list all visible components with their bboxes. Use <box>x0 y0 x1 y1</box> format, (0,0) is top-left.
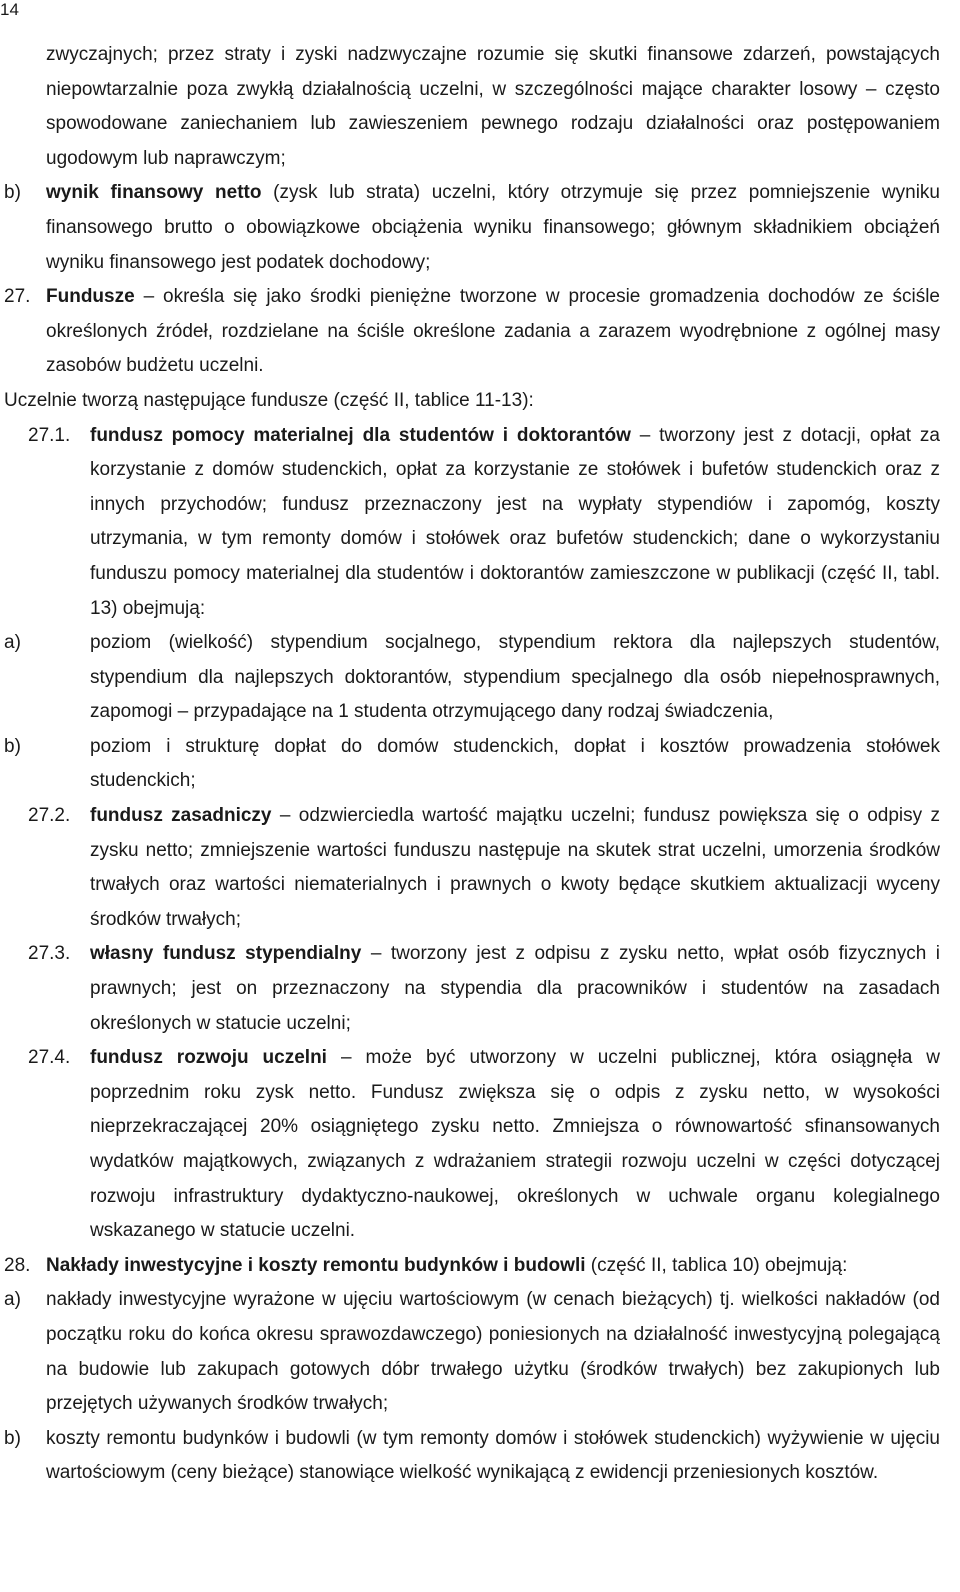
item-27-3-body <box>4 937 940 1041</box>
page-number: 14 <box>0 0 19 19</box>
item-27-1-text: – tworzony jest z dotacji, opłat za korzystanie z domów studenckich, opłat za korzystanie ze stołówek i bufetów studenckich oraz z innych przychodów; fundusz przeznaczony jest na wypłaty stypendiów i zapomóg, koszty utrzymania, w tym remonty domów i stołówek oraz bufetów studenckich; dane o wykorzystaniu funduszu pomocy materialnej dla studentów i doktorantów zamieszczone w publikacji (część II, tabl. 13) obejmują: <box>90 424 940 619</box>
item-27-1-a-text: poziom (wielkość) stypendium socjalnego, stypendium rektora dla najlepszych studentów, stypendium dla najlepszych doktorantów, stypendium specjalnego dla osób niepełnosprawnych, zapomogi – przypadające na 1 studenta otrzymującego dany rodzaj świadczenia, <box>90 632 940 723</box>
item-27-1-b-label: b) <box>4 735 21 757</box>
item-27-1-b <box>4 730 940 799</box>
item-27-4-term: fundusz rozwoju uczelni <box>90 1047 327 1069</box>
item-27-label: 27. <box>4 286 31 308</box>
item-28-text: (część II, tablica 10) obejmują: <box>585 1254 848 1276</box>
document-body <box>4 38 940 1491</box>
item-28-a <box>4 1283 940 1421</box>
item-27-4-text: – może być utworzony w uczelni publicznej, która osiągnęła w poprzednim roku zysk netto. Fundusz zwiększa się o odpis z zysku netto, w wysokości nieprzekraczającej 20% osiągniętego zysku netto. Zmniejsza o równowartość sfinansowanych wydatków majątkowych, związanych z wdrażaniem strategii rozwoju uczelni w części dotyczącej rozwoju infrastruktury dydaktyczno-naukowej, określonych w uchwale organu kolegialnego wskazanego w statucie uczelni. <box>90 1047 940 1242</box>
item-28-term: Nakłady inwestycyjne i koszty remontu budynków i budowli <box>46 1254 586 1276</box>
item-27-4-label: 27.4. <box>28 1047 71 1069</box>
item-b-text: (zysk lub strata) uczelni, który otrzymuje się przez pomniejszenie wyniku finansowego brutto o obowiązkowe obciążenia wyniku finansowego; głównym składnikiem obciążeń wyniku finansowego jest podatek dochodowy; <box>46 182 940 273</box>
item-27-2-body <box>4 799 940 937</box>
item-27-body <box>4 280 940 384</box>
item-27-1-label: 27.1. <box>28 424 71 446</box>
item-27-3-term: własny fundusz stypendialny <box>90 943 362 965</box>
item-28-b-label: b) <box>4 1427 21 1449</box>
item-27-1-a <box>4 626 940 730</box>
item-28-label: 28. <box>4 1254 31 1276</box>
item-b-label: b) <box>4 182 21 204</box>
item-27-4 <box>4 1041 940 1249</box>
item-27 <box>4 280 940 384</box>
item-b <box>4 176 940 280</box>
item-27-4-body <box>4 1041 940 1249</box>
item-b-term: wynik finansowy netto <box>46 182 262 204</box>
item-27-3 <box>4 937 940 1041</box>
item-28-b <box>4 1422 940 1491</box>
item-27-1-b-text: poziom i strukturę dopłat do domów studenckich, dopłat i kosztów prowadzenia stołówek studenckich; <box>90 735 940 792</box>
item-28 <box>4 1249 940 1284</box>
uczelnie-line: Uczelnie tworzą następujące fundusze (część II, tablice 11-13): <box>4 389 534 411</box>
item-27-text: – określa się jako środki pieniężne tworzone w procesie gromadzenia dochodów ze ściśle określonych źródeł, rozdzielane na ściśle określone zadania a zarazem wyodrębnione z ogólnej masy zasobów budżetu uczelni. <box>46 286 940 377</box>
item-28-body <box>4 1249 940 1284</box>
item-27-2-text: – odzwierciedla wartość majątku uczelni; fundusz powiększa się o odpisy z zysku netto; zmniejszenie wartości funduszu następuje na skutek strat uczelni, umorzenia środków trwałych oraz wartości niematerialnych i prawnych o kwoty będące skutkiem aktualizacji wyceny środków trwałych; <box>90 805 940 930</box>
item-27-2-term: fundusz zasadniczy <box>90 805 272 827</box>
item-27-3-text: – tworzony jest z odpisu z zysku netto, wpłat osób fizycznych i prawnych; jest on przeznaczony na stypendia dla pracowników i studentów na zasadach określonych w statucie uczelni; <box>90 943 940 1034</box>
item-27-2 <box>4 799 940 937</box>
intro-paragraph: zwyczajnych; przez straty i zyski nadzwyczajne rozumie się skutki finansowe zdarzeń, powstających niepowtarzalnie poza zwykłą działalnością uczelni, w szczególności mające charakter losowy – często spowodowane zaniechaniem lub zawieszeniem pewnego rodzaju działalności oraz postępowaniem ugodowym lub naprawczym; <box>46 44 940 169</box>
item-b-body <box>4 176 940 280</box>
item-27-1 <box>4 419 940 627</box>
item-27-2-label: 27.2. <box>28 805 71 827</box>
item-27-1-a-label: a) <box>4 632 21 654</box>
item-27-1-body <box>4 419 940 627</box>
item-28-b-text: koszty remontu budynków i budowli (w tym remonty domów i stołówek studenckich) wyżywienie w ujęciu wartościowym (ceny bieżące) stanowiące wielkość wynikającą z ewidencji przeniesionych kosztów. <box>46 1427 940 1484</box>
item-28-a-label: a) <box>4 1289 21 1311</box>
item-27-term: Fundusze <box>46 286 135 308</box>
item-28-a-text: nakłady inwestycyjne wyrażone w ujęciu wartościowym (w cenach bieżących) tj. wielkości nakładów (od początku roku do końca okresu sprawozdawczego) poniesionych na działalność inwestycyjną polegającą na budowie lub zakupach gotowych dóbr trwałego użytku (środków trwałych) bez zakupionych lub przejętych używanych środków trwałych; <box>46 1289 940 1415</box>
item-27-3-label: 27.3. <box>28 943 71 965</box>
item-27-1-term: fundusz pomocy materialnej dla studentów i doktorantów <box>90 424 631 446</box>
